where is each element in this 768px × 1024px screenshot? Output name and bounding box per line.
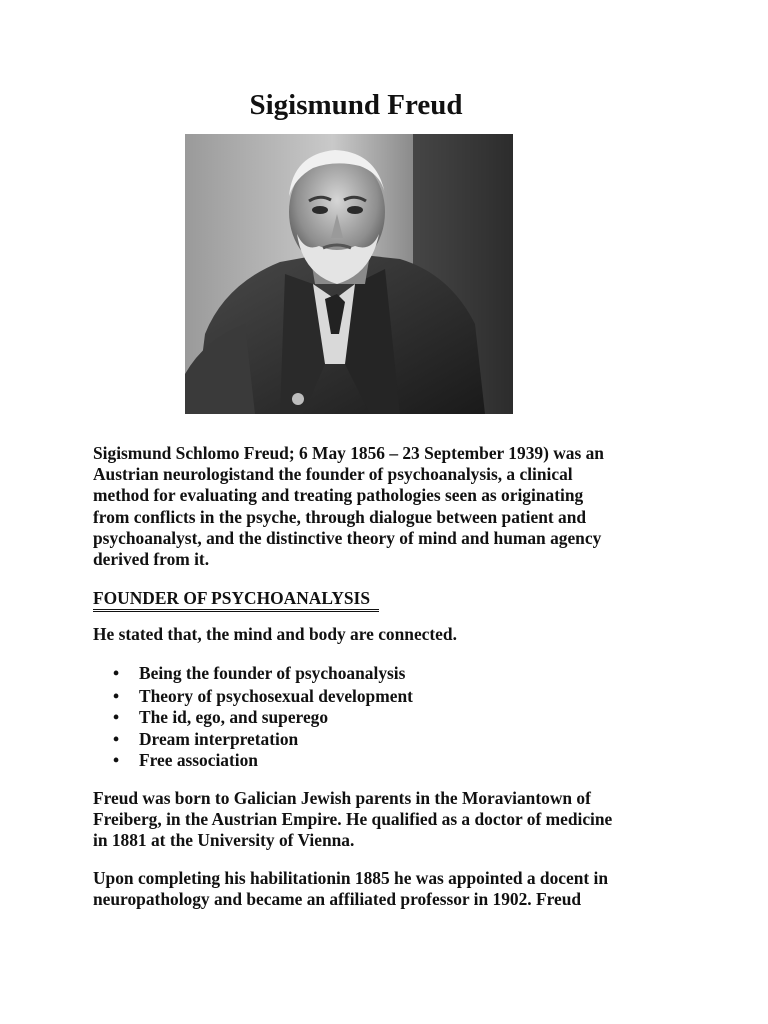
- birth-line: Freiberg, in the Austrian Empire. He qualified as a doctor of medicine: [93, 809, 613, 830]
- bullet-icon: •: [113, 707, 120, 728]
- intro-paragraph: [93, 443, 693, 570]
- list-item: [93, 750, 693, 771]
- stated-sentence: [93, 624, 693, 645]
- list-item-text: Being the founder of psychoanalysis: [139, 663, 406, 683]
- list-item: [93, 707, 693, 728]
- intro-line: from conflicts in the psyche, through dialogue between patient and: [93, 506, 587, 527]
- portrait-photo: [185, 134, 513, 414]
- list-item-text: Free association: [139, 749, 258, 770]
- bullet-icon: •: [113, 728, 120, 749]
- list-item-text: Theory of psychosexual development: [139, 686, 413, 706]
- section-heading: FOUNDER OF PSYCHOANALYSIS: [93, 587, 379, 612]
- birth-line: in 1881 at the University of Vienna.: [93, 830, 355, 851]
- intro-line: psychoanalyst, and the distinctive theory of mind and human agency: [93, 527, 602, 548]
- career-paragraph: [93, 868, 693, 910]
- bullet-icon: •: [113, 686, 120, 706]
- bullet-icon: •: [113, 749, 120, 770]
- career-line: neuropathology and became an affiliated professor in 1902. Freud: [93, 889, 582, 910]
- intro-line: Austrian neurologistand the founder of psychoanalysis, a clinical: [93, 464, 573, 485]
- contributions-list: [93, 662, 693, 771]
- document-title: Sigismund Freud: [249, 89, 463, 121]
- list-item-text: The id, ego, and superego: [139, 707, 329, 728]
- list-item: [93, 662, 693, 686]
- intro-line: derived from it.: [93, 549, 210, 570]
- intro-line: Sigismund Schlomo Freud; 6 May 1856 – 23 September 1939) was an: [93, 443, 604, 463]
- stated-line: He stated that, the mind and body are connected.: [93, 624, 457, 644]
- birth-line: Freud was born to Galician Jewish parents in the Moraviantown of: [93, 788, 591, 808]
- list-item-text: Dream interpretation: [139, 728, 299, 749]
- birth-paragraph: [93, 788, 693, 852]
- intro-line: method for evaluating and treating pathologies seen as originating: [93, 485, 584, 506]
- career-line: Upon completing his habilitationin 1885 he was appointed a docent in: [93, 868, 609, 888]
- bullet-icon: •: [113, 663, 120, 683]
- list-item: [93, 686, 693, 707]
- list-item: [93, 729, 693, 750]
